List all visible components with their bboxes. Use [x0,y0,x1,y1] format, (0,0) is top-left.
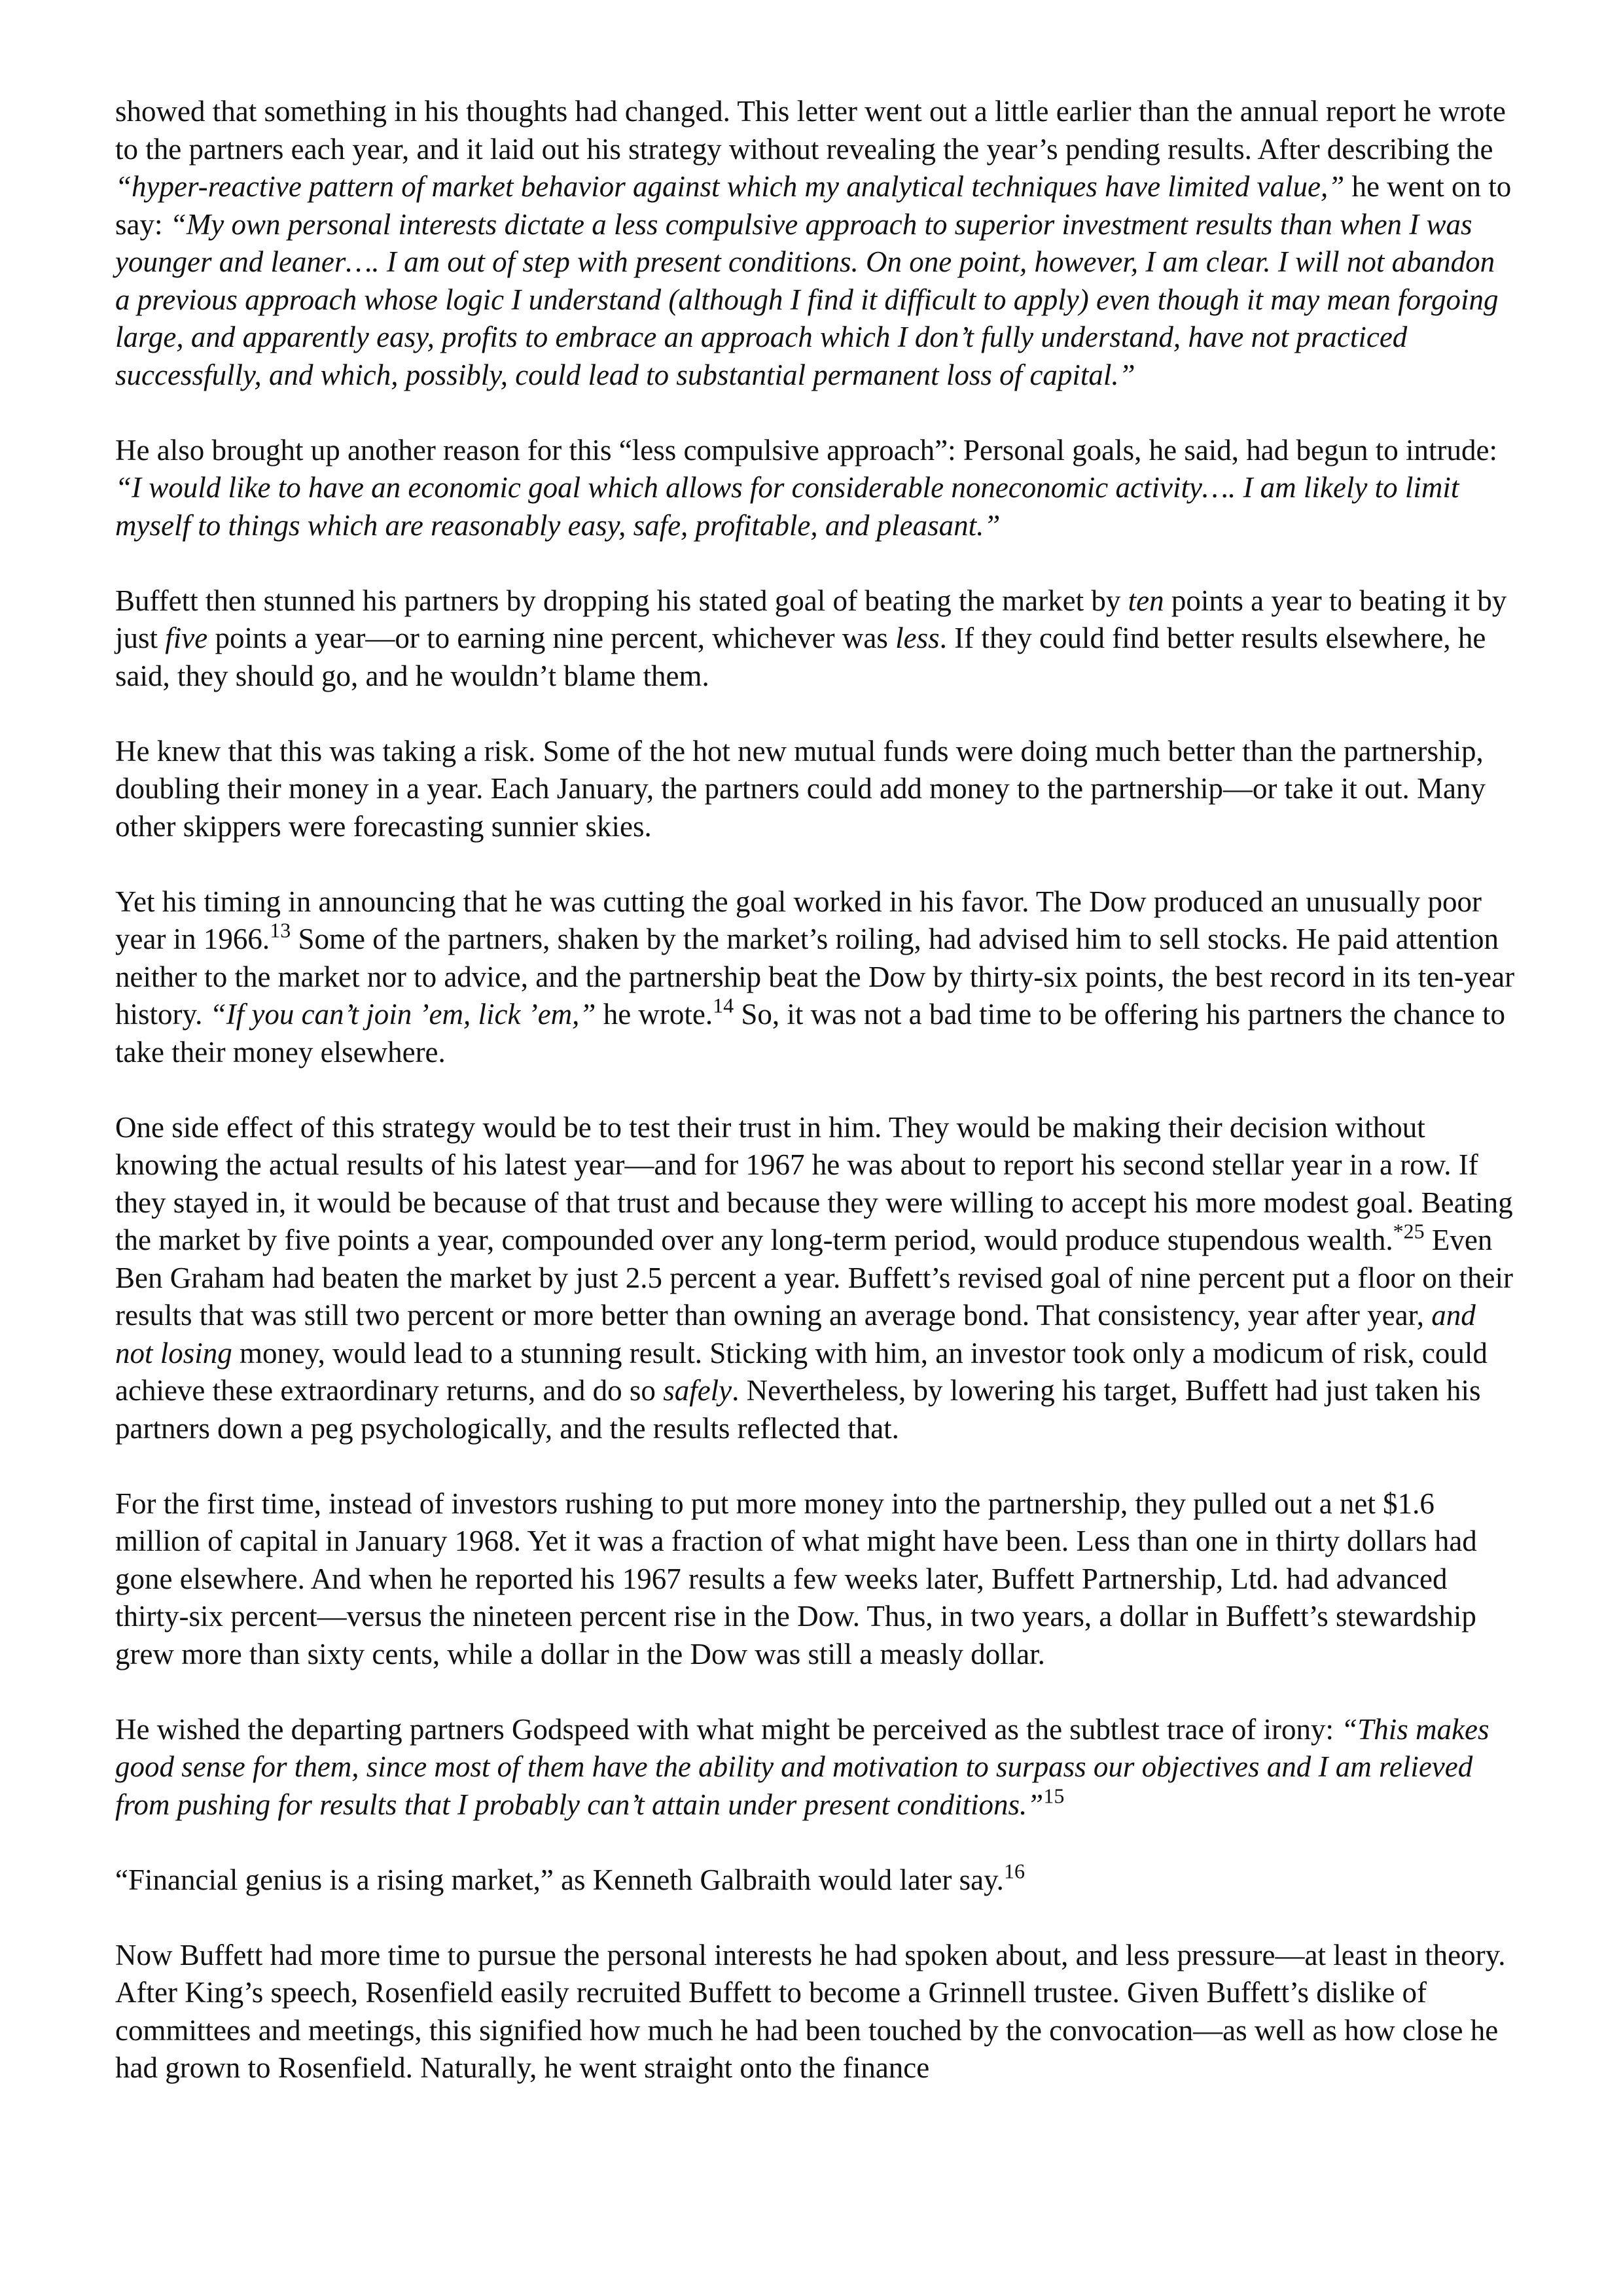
text-run: Buffett then stunned his partners by dropping his stated goal of beating the market by [115,584,1128,617]
text-run: He also brought up another reason for this “less compulsive approach”: Personal goals, he said, had begun to intrude: [115,433,1497,467]
body-paragraph [115,1711,1516,1824]
text-run: Even Ben Graham had beaten the market by just 2.5 percent a year. Buffett’s revised goal of nine percent put a floor on their results that was still two percent or more better than owning an average bond. That consistency, year after year, [115,1224,1513,1332]
body-paragraph [115,582,1516,696]
text-run: Yet his timing in announcing that he was cutting the goal worked in his favor. The Dow produced an unusually poor year in 1966. [115,885,1482,955]
italic-text-run: “hyper-reactive pattern of market behavior against which my analytical techniques have limited value,” [115,170,1345,203]
text-run: Now Buffett had more time to pursue the personal interests he had spoken about, and less pressure—at least in theory. After King’s speech, Rosenfield easily recruited Buffett to become a Grinnell trustee. Given Buffett’s dislike of committees and meetings, this signified how much he had been touched by the convocation—as well as how close he had grown to Rosenfield. Naturally, he went straight onto the finance [115,1938,1506,2084]
italic-text-run: “If you can’t join ’em, lick ’em,” [209,998,596,1031]
text-run: For the first time, instead of investors rushing to put more money into the partnership, they pulled out a net $1.6 million of capital in January 1968. Yet it was a fraction of what might have been. Less than one in thirty dollars had gone elsewhere. And when he reported his 1967 results a few weeks later, Buffett Partnership, Ltd. had advanced thirty-six percent—versus the nineteen percent rise in the Dow. Thus, in two years, a dollar in Buffett’s stewardship grew more than sixty cents, while a dollar in the Dow was still a measly dollar. [115,1487,1477,1670]
document-page [115,93,1516,2087]
body-paragraph [115,432,1516,545]
footnote-marker: 16 [1003,1858,1025,1882]
text-run: money, would lead to a stunning result. Sticking with him, an investor took only a modicum of risk, could achieve these extraordinary returns, and do so [115,1336,1488,1407]
body-paragraph [115,1858,1516,1899]
footnote-marker: *25 [1393,1219,1425,1243]
text-run: “Financial genius is a rising market,” as Kenneth Galbraith would later say. [115,1863,1004,1896]
italic-text-run: less [895,622,940,654]
text-run: points a year to beating it by just [115,584,1507,654]
text-run: Some of the partners, shaken by the market’s roiling, had advised him to sell stocks. He paid attention neither to the market nor to advice, and the partnership beat the Dow by thirty-six points, the best record in its ten-year history. [115,923,1515,1031]
text-run: . If they could find better results elsewhere, he said, they should go, and he wouldn’t blame them. [115,622,1486,692]
text-run: . Nevertheless, by lowering his target, Buffett had just taken his partners down a peg psychologically, and the results reflected that. [115,1374,1481,1445]
body-paragraph [115,1937,1516,2087]
text-run: points a year—or to earning nine percent, whichever was [207,622,896,654]
body-paragraph [115,93,1516,394]
text-run: he wrote. [596,998,713,1031]
text-run: showed that something in his thoughts had changed. This letter went out a little earlier than the annual report he wrote to the partners each year, and it laid out his strategy without revealing the year’s pending results. After describing the [115,95,1506,166]
italic-text-run: five [165,622,208,654]
italic-text-run: “I would like to have an economic goal which allows for considerable noneconomic activity…. I am likely to limit myself to things which are reasonably easy, safe, profitable, and pleasant.” [115,471,1459,542]
body-paragraph [115,733,1516,846]
footnote-marker: 14 [713,993,734,1017]
footnote-marker: 13 [270,918,291,942]
text-run: He wished the departing partners Godspeed with what might be perceived as the subtlest trace of irony: [115,1712,1342,1746]
italic-text-run: “My own personal interests dictate a less compulsive approach to superior investment results than when I was younger and leaner…. I am out of step with present conditions. On one point, however, I am clear. I will not abandon a previous approach whose logic I understand (although I find it difficult to apply) even though it may mean forgoing large, and apparently easy, profits to embrace an approach which I don’t fully understand, have not practiced successfully, and which, possibly, could lead to substantial permanent loss of capital.” [115,207,1499,391]
italic-text-run: and not losing [115,1299,1476,1369]
body-paragraph [115,883,1516,1072]
text-run: So, it was not a bad time to be offering his partners the chance to take their money elsewhere. [115,998,1505,1069]
text-run: He knew that this was taking a risk. Some of the hot new mutual funds were doing much better than the partnership, doubling their money in a year. Each January, the partners could add money to the partnership—or take it out. Many other skippers were forecasting sunnier skies. [115,734,1486,843]
text-run: he went on to say: [115,170,1512,241]
footnote-marker: 15 [1043,1783,1065,1807]
italic-text-run: “This makes good sense for them, since most of them have the ability and motivation to surpass our objectives and I am relieved from pushing for results that I probably can’t attain under present conditions.” [115,1712,1489,1821]
italic-text-run: safely [663,1374,732,1407]
italic-text-run: ten [1128,584,1164,617]
body-paragraph [115,1109,1516,1448]
text-run: One side effect of this strategy would be to test their trust in him. They would be making their decision without knowing the actual results of his latest year—and for 1967 he was about to report his second stellar year in a row. If they stayed in, it would be because of that trust and because they were willing to accept his more modest goal. Beating the market by five points a year, compounded over any long-term period, would produce stupendous wealth. [115,1110,1513,1256]
body-paragraph [115,1485,1516,1674]
